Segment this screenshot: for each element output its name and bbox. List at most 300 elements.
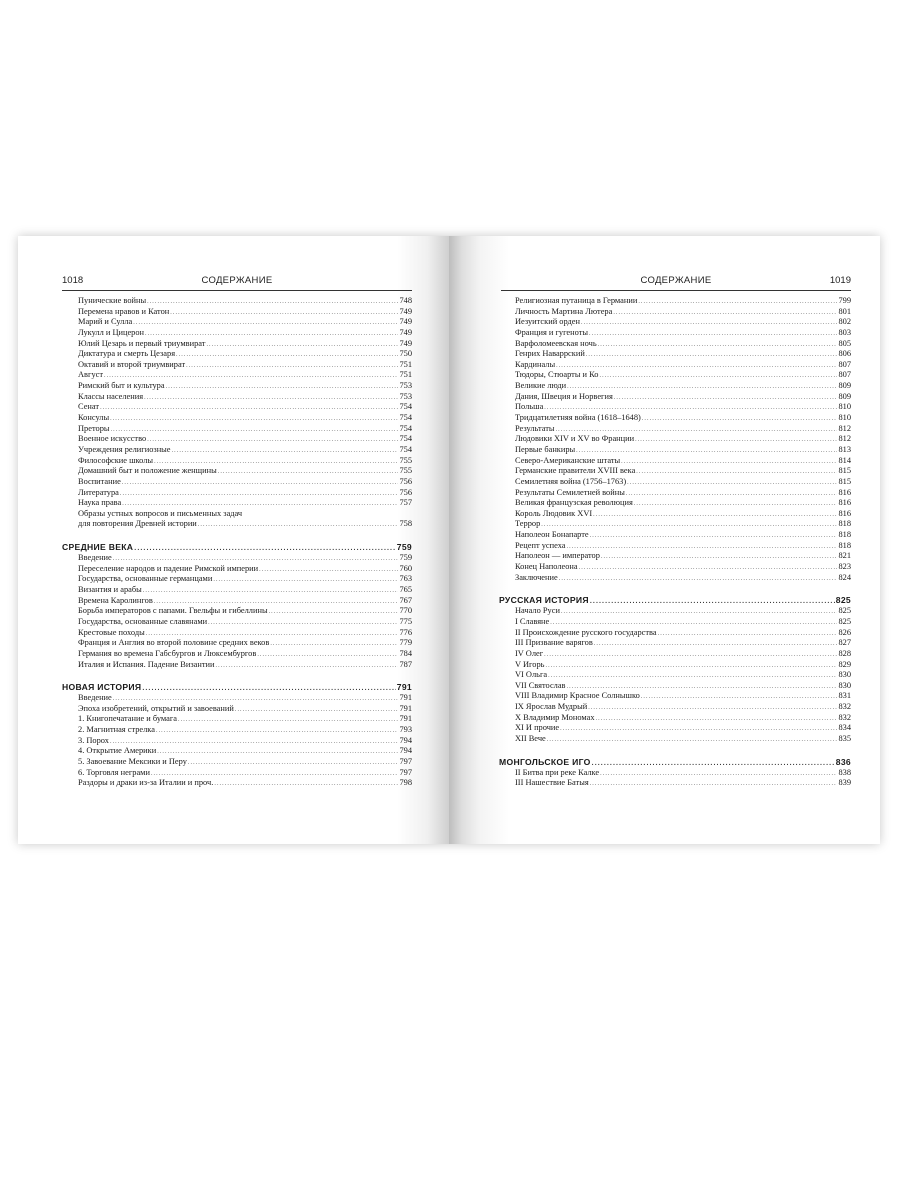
toc-entry-title: Пунические войны (78, 296, 147, 305)
dot-leader (206, 340, 398, 351)
toc-section-title: РУССКАЯ ИСТОРИЯ (499, 595, 589, 606)
toc-entry-page: 754 (399, 444, 412, 454)
dot-leader (599, 371, 837, 382)
toc-entry-page: 770 (399, 606, 412, 616)
dot-leader (157, 747, 398, 758)
toc-entry (515, 530, 851, 541)
dot-leader (627, 478, 837, 489)
dot-leader (547, 735, 838, 746)
dot-leader (178, 715, 398, 726)
toc-entry-title: Варфоломеевская ночь (515, 338, 597, 348)
toc-entry-title: Начало Руси (515, 606, 560, 616)
toc-entry (78, 498, 412, 509)
dot-leader (188, 758, 399, 769)
toc-entry (515, 488, 851, 499)
toc-entry (515, 670, 851, 681)
dot-leader (559, 574, 838, 585)
toc-entry (515, 681, 851, 692)
toc-entry-page: 754 (399, 434, 412, 444)
toc-entry (78, 606, 412, 617)
table-of-contents (499, 296, 851, 789)
toc-entry-page: 824 (838, 572, 851, 582)
toc-entry-page: 750 (399, 349, 412, 359)
toc-entry-page: 813 (838, 444, 851, 454)
dot-leader (641, 692, 838, 703)
toc-entry-page: 823 (838, 562, 851, 572)
toc-entry (515, 339, 851, 350)
toc-entry-page: 815 (838, 476, 851, 486)
toc-entry-page: 832 (838, 712, 851, 722)
dot-leader (658, 629, 838, 640)
dot-leader (596, 714, 838, 725)
dot-leader (586, 350, 838, 361)
dot-leader (594, 639, 838, 650)
toc-section-entries (78, 693, 412, 789)
toc-entry (515, 702, 851, 713)
toc-entry-page: 831 (838, 691, 851, 701)
toc-entry-title: IV Олег (515, 648, 544, 658)
toc-entry (515, 768, 851, 779)
toc-entry-page: 805 (838, 338, 851, 348)
dot-leader (156, 726, 398, 737)
toc-entry (78, 349, 412, 360)
toc-entry (78, 574, 412, 585)
dot-leader (544, 650, 837, 661)
toc-entry-page: 756 (399, 476, 412, 486)
toc-entry-title: Наполеон Бонапарте (515, 530, 589, 540)
toc-entry-title: для повторения Древней истории (78, 519, 197, 529)
toc-entry-page: 775 (399, 616, 412, 626)
toc-entry (515, 723, 851, 734)
dot-leader (589, 329, 837, 340)
toc-entry (515, 498, 851, 509)
dot-leader (581, 318, 837, 329)
toc-entry (515, 649, 851, 660)
toc-entry-page: 814 (838, 455, 851, 465)
toc-entry-title: 6. Торговля неграми (78, 767, 150, 777)
dot-leader (259, 565, 398, 576)
toc-entry-page: 818 (838, 519, 851, 529)
toc-entry-title: Лукулл и Цицерон (78, 327, 145, 337)
toc-entry (78, 488, 412, 499)
toc-entry (78, 402, 412, 413)
toc-entry (515, 349, 851, 360)
toc-entry-page: 816 (838, 508, 851, 518)
dot-leader (143, 586, 399, 597)
toc-entry-title: VIII Владимир Красное Солнышко (515, 691, 640, 701)
toc-entry-title: VII Святослав (515, 680, 566, 690)
toc-entry-page: 825 (838, 606, 851, 616)
toc-entry (515, 466, 851, 477)
toc-entry-page: 749 (399, 317, 412, 327)
toc-entry (515, 562, 851, 573)
toc-entry (78, 714, 412, 725)
toc-entry-title: Первые банкиры (515, 444, 576, 454)
toc-entry (515, 628, 851, 639)
toc-entry-title: Преторы (78, 423, 110, 433)
dot-leader (579, 563, 838, 574)
toc-section-page: 759 (396, 542, 412, 553)
toc-entry-title: Результаты (515, 423, 555, 433)
running-title: СОДЕРЖАНИЕ (640, 275, 712, 286)
toc-entry-page: 809 (838, 391, 851, 401)
toc-entry-title: Дания, Швеция и Норвегия (515, 391, 613, 401)
toc-entry (78, 328, 412, 339)
toc-entry-page: 807 (838, 359, 851, 369)
toc-entry (78, 424, 412, 435)
toc-entry (78, 778, 412, 789)
toc-entry-page: 779 (399, 638, 412, 648)
toc-entry (515, 296, 851, 307)
toc-entry-page: 776 (399, 627, 412, 637)
toc-section (499, 594, 851, 744)
toc-entry-title: Иезуитский орден (515, 317, 581, 327)
header-rule (62, 290, 412, 291)
toc-entry (78, 628, 412, 639)
toc-section-page: 836 (835, 756, 851, 767)
toc-entry-page: 784 (399, 648, 412, 658)
dot-leader (172, 446, 399, 457)
toc-entry-title: Рецепт успеха (515, 540, 566, 550)
toc-entry-title: IX Ярослав Мудрый (515, 702, 588, 712)
toc-entry (515, 424, 851, 435)
dot-leader (560, 724, 837, 735)
toc-entry-title: Великая французская революция (515, 498, 633, 508)
toc-entry-title: Польша (515, 402, 544, 412)
dot-leader (590, 779, 838, 790)
toc-entry-page: 763 (399, 574, 412, 584)
toc-entry-title: VI Ольга (515, 670, 548, 680)
toc-entry (78, 413, 412, 424)
dot-leader (626, 489, 838, 500)
toc-entry-title: Религиозная путаница в Германии (515, 296, 638, 305)
toc-entry (515, 606, 851, 617)
toc-entry-page: 802 (838, 317, 851, 327)
toc-sections (499, 594, 851, 789)
dot-leader (111, 425, 399, 436)
dot-leader (598, 340, 838, 351)
toc-entry (78, 725, 412, 736)
toc-entry-page: 760 (399, 563, 412, 573)
toc-entry-title: Раздоры и драки из-за Италии и проч. (78, 778, 214, 788)
toc-entry-page: 839 (838, 778, 851, 788)
toc-entry-title: Классы населения (78, 391, 144, 401)
toc-entry-title: II Происхождение русского государства (515, 627, 657, 637)
toc-entry (515, 519, 851, 530)
toc-entry (78, 445, 412, 456)
toc-entry-page: 756 (399, 487, 412, 497)
toc-entry-page: 809 (838, 381, 851, 391)
dot-leader (269, 607, 399, 618)
dot-leader (214, 779, 398, 790)
dot-leader (600, 769, 837, 780)
toc-entry-page: 812 (838, 434, 851, 444)
toc-entry-title: Сенат (78, 402, 100, 412)
toc-entry (78, 307, 412, 318)
dot-leader (636, 467, 837, 478)
toc-entry (515, 573, 851, 584)
dot-leader (638, 297, 837, 308)
toc-entry-page: 834 (838, 723, 851, 733)
toc-entry-page: 835 (838, 733, 851, 743)
toc-entry-page: 828 (838, 648, 851, 658)
toc-entry-title: Римский быт и культура (78, 381, 165, 391)
toc-entry-page: 753 (399, 391, 412, 401)
toc-entry-page: 816 (838, 487, 851, 497)
dot-leader (601, 552, 838, 563)
table-of-contents (62, 296, 412, 789)
dot-leader (635, 435, 837, 446)
dot-leader (621, 457, 837, 468)
toc-entry-title: Король Людовик XVI (515, 508, 593, 518)
dot-leader (257, 650, 398, 661)
toc-entry-page: 810 (838, 413, 851, 423)
dot-leader (270, 639, 398, 650)
toc-entry (78, 757, 412, 768)
toc-entry-page: 749 (399, 306, 412, 316)
dot-leader (213, 575, 398, 586)
toc-entry (515, 477, 851, 488)
toc-entry-page: 791 (399, 714, 412, 724)
toc-entry (78, 660, 412, 671)
dot-leader (144, 393, 398, 404)
toc-entry-title: 3. Порох (78, 735, 109, 745)
toc-entry-title: XI И прочие (515, 723, 560, 733)
page-number: 1019 (829, 275, 851, 286)
toc-entry (78, 392, 412, 403)
toc-entry-page: 751 (399, 359, 412, 369)
dot-leader (561, 607, 838, 618)
toc-entry (515, 778, 851, 789)
toc-entry (78, 596, 412, 607)
toc-entry-title: Октавий и второй триумвират (78, 359, 186, 369)
toc-entry-title: Домашний быт и положение женщины (78, 466, 217, 476)
toc-entry-page: 810 (838, 402, 851, 412)
toc-entry-page: 818 (838, 540, 851, 550)
page-header (62, 274, 412, 288)
toc-entry-title: V Игорь (515, 659, 545, 669)
dot-leader (218, 467, 399, 478)
toc-entry-page: 755 (399, 455, 412, 465)
toc-entry-title: Государства, основанные славянами (78, 616, 208, 626)
toc-entry-page: 812 (838, 423, 851, 433)
toc-entry (515, 445, 851, 456)
toc-entry (515, 638, 851, 649)
toc-entry-title: Консулы (78, 413, 110, 423)
toc-entry-title: Германия во времена Габсбургов и Люксембургов (78, 648, 257, 658)
toc-entry-title: Франция и Англия во второй половине средних веков (78, 638, 270, 648)
toc-entry (515, 713, 851, 724)
toc-entry-title: Государства, основанные германцами (78, 574, 213, 584)
toc-entry (515, 509, 851, 520)
toc-entry-page: 767 (399, 595, 412, 605)
toc-entry (515, 734, 851, 745)
toc-entry (515, 360, 851, 371)
toc-entry (78, 370, 412, 381)
toc-entry-title: Семилетняя война (1756–1763) (515, 476, 627, 486)
toc-entry-title: 5. Завоевание Мексики и Перу (78, 756, 187, 766)
toc-entry-page: 749 (399, 338, 412, 348)
toc-entry-title: Времена Каролингов (78, 595, 153, 605)
toc-entry-page: 827 (838, 638, 851, 648)
dot-leader (548, 671, 837, 682)
toc-entry (515, 691, 851, 702)
toc-entry-title: Введение (78, 553, 112, 563)
toc-entry (78, 649, 412, 660)
toc-entry-page: 830 (838, 670, 851, 680)
toc-entry-title: Тюдоры, Стюарты и Ко (515, 370, 599, 380)
toc-entry-title: Философские школы (78, 455, 154, 465)
toc-entry (515, 381, 851, 392)
toc-entry (515, 551, 851, 562)
toc-entry (78, 617, 412, 628)
toc-section-heading (62, 681, 412, 693)
toc-entry-page: 754 (399, 413, 412, 423)
toc-section-title: НОВАЯ ИСТОРИЯ (62, 682, 142, 693)
page-header (501, 274, 851, 288)
toc-entry-title: Франция и гугеноты (515, 327, 588, 337)
toc-entry-page: 758 (399, 519, 412, 529)
toc-entries (515, 296, 851, 583)
dot-leader (147, 297, 398, 308)
toc-section-title: МОНГОЛЬСКОЕ ИГО (499, 756, 591, 767)
toc-entry-title: III Нашествие Батыя (515, 778, 589, 788)
toc-entry-title: Военное искусство (78, 434, 147, 444)
toc-entry (78, 434, 412, 445)
toc-entry-page: 751 (399, 370, 412, 380)
toc-entry-page: 826 (838, 627, 851, 637)
dot-leader (100, 403, 398, 414)
dot-leader (208, 618, 398, 629)
toc-entry-title: Крестовые походы (78, 627, 145, 637)
toc-entry-title: I Славяне (515, 616, 550, 626)
toc-entry-page: 818 (838, 530, 851, 540)
toc-entry-title: Террор (515, 519, 541, 529)
toc-entry-title: III Призвание варягов (515, 638, 593, 648)
toc-entry-title: Наука права (78, 498, 122, 508)
dot-leader (170, 308, 398, 319)
toc-entry-title: II Битва при реке Калке (515, 767, 600, 777)
toc-entry (78, 466, 412, 477)
toc-entry-page: 794 (399, 735, 412, 745)
toc-entry (515, 392, 851, 403)
toc-entry (515, 413, 851, 424)
toc-entry (515, 328, 851, 339)
dot-leader (120, 489, 399, 500)
toc-entry-title: Тридцатилетняя война (1618–1648) (515, 413, 641, 423)
toc-entry-page: 825 (838, 616, 851, 626)
toc-entry (515, 307, 851, 318)
toc-entry (515, 370, 851, 381)
toc-entry-title: Юлий Цезарь и первый триумвират (78, 338, 206, 348)
dot-leader (186, 361, 398, 372)
running-title: СОДЕРЖАНИЕ (201, 275, 273, 286)
toc-entry-title: Конец Наполеона (515, 562, 578, 572)
toc-entry-page: 754 (399, 423, 412, 433)
toc-entry-title: Великие люди (515, 381, 567, 391)
toc-section-title: СРЕДНИЕ ВЕКА (62, 542, 134, 553)
toc-entry-title: Учреждения религиозные (78, 444, 171, 454)
toc-entry-page: 799 (838, 296, 851, 305)
toc-entry (78, 564, 412, 575)
toc-section (62, 541, 412, 670)
toc-entry-title: Италия и Испания. Падение Византии (78, 659, 215, 669)
toc-entry-title: 1. Книгопечатание и бумага (78, 714, 178, 724)
toc-entry-title: Людовики XIV и XV во Франции (515, 434, 635, 444)
toc-entry (78, 456, 412, 467)
dot-leader (166, 382, 399, 393)
toc-entry (78, 585, 412, 596)
toc-entry (515, 541, 851, 552)
toc-entry (515, 456, 851, 467)
dot-leader (235, 705, 399, 716)
toc-entry-page: 787 (399, 659, 412, 669)
toc-entry-page: 807 (838, 370, 851, 380)
toc-entry-page: 755 (399, 466, 412, 476)
toc-entry-title: Византия и арабы (78, 585, 142, 595)
toc-entry-page: 838 (838, 767, 851, 777)
dot-leader (147, 435, 398, 446)
toc-entry-page: 748 (399, 296, 412, 305)
toc-section (62, 681, 412, 789)
toc-section-entries (515, 768, 851, 789)
toc-entry (78, 638, 412, 649)
toc-section-heading (499, 594, 851, 606)
dot-leader (215, 661, 398, 672)
toc-entry-title: Наполеон — император (515, 551, 600, 561)
toc-entry (78, 381, 412, 392)
toc-entry-title: Эпоха изобретений, открытий и завоеваний (78, 703, 234, 713)
dot-leader (567, 542, 838, 553)
toc-entry-title: Личность Мартина Лютера (515, 306, 613, 316)
toc-entry-page: 830 (838, 680, 851, 690)
toc-entry-page: 798 (399, 778, 412, 788)
right-page (449, 236, 880, 844)
toc-entry-title: Август (78, 370, 104, 380)
dot-leader (588, 703, 837, 714)
toc-entry-page: 816 (838, 498, 851, 508)
toc-entry (515, 660, 851, 671)
toc-entry-title: Литература (78, 487, 119, 497)
toc-entry-page: 797 (399, 767, 412, 777)
header-rule (501, 290, 851, 291)
toc-section-heading (62, 541, 412, 553)
toc-entry (78, 339, 412, 350)
toc-entries (78, 296, 412, 509)
toc-entry-title: 2. Магнитная стрелка (78, 725, 155, 735)
toc-entry (78, 746, 412, 757)
toc-entry-page: 754 (399, 402, 412, 412)
toc-entry (78, 693, 412, 704)
toc-entry-title: Борьба императоров с папами. Гвельфы и гибеллины (78, 606, 268, 616)
toc-entry (78, 704, 412, 715)
toc-entry-title: Кардиналы (515, 359, 556, 369)
dot-leader (642, 414, 838, 425)
toc-entry-page: 757 (399, 498, 412, 508)
toc-entry (78, 360, 412, 371)
toc-entry-title: Северо-Американские штаты (515, 455, 621, 465)
page-number: 1018 (62, 275, 84, 286)
toc-entry (78, 296, 412, 307)
toc-entry (515, 402, 851, 413)
dot-leader (110, 414, 398, 425)
toc-entry (515, 434, 851, 445)
toc-entry-page: 791 (399, 693, 412, 703)
toc-entry (78, 509, 412, 530)
toc-entry-page: 793 (399, 725, 412, 735)
dot-leader (198, 520, 399, 531)
toc-entry-title: Образы устных вопросов и письменных задач (78, 508, 243, 518)
